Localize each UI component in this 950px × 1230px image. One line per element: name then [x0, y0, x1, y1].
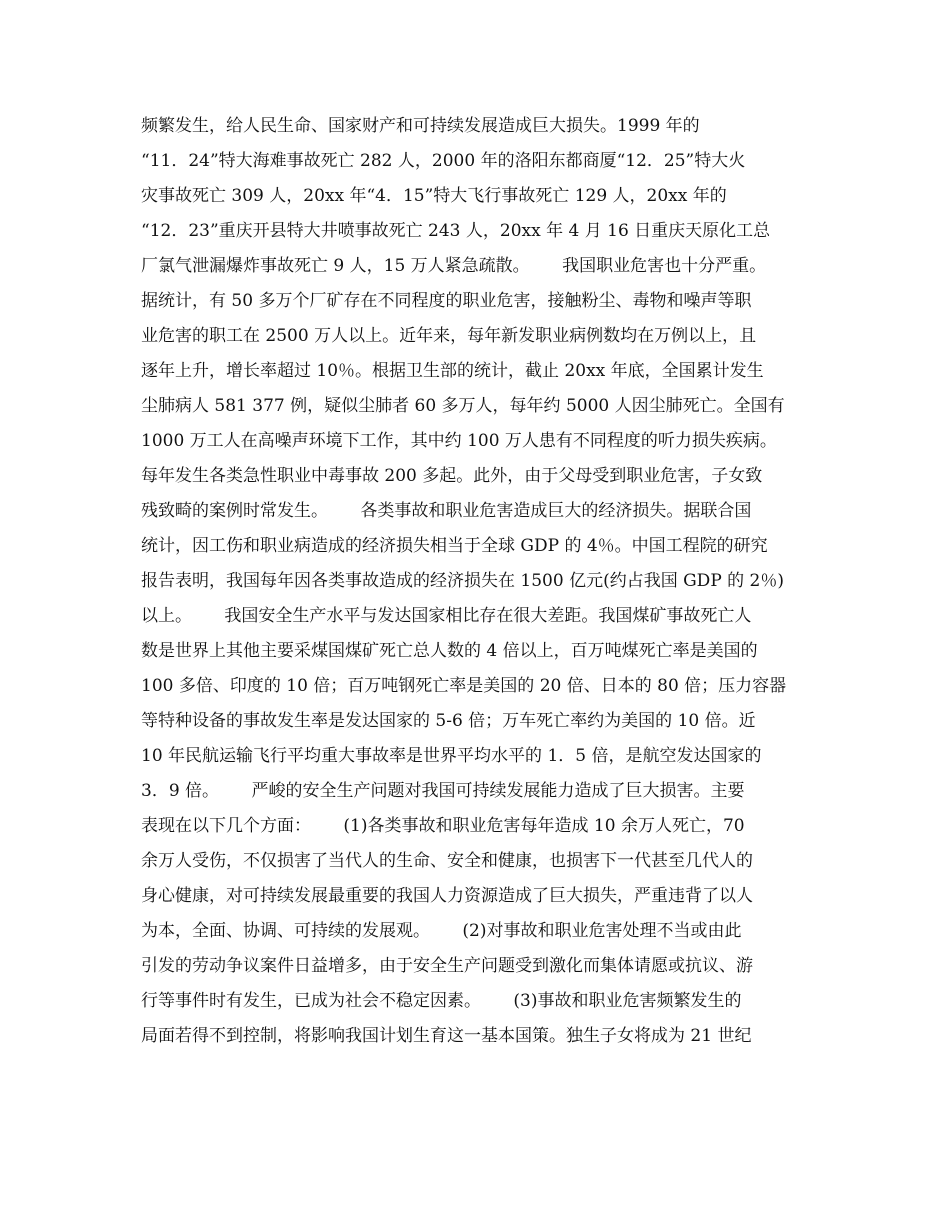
text-line: 引发的劳动争议案件日益增多，由于安全生产问题受到激化而集体请愿或抗议、游 [141, 956, 753, 976]
text-line: 残致畸的案例时常发生。 各类事故和职业危害造成巨大的经济损失。据联合国 [141, 501, 752, 521]
text-line: 每年发生各类急性职业中毒事故 200 多起。此外，由于父母受到职业危害，子女致 [141, 466, 763, 486]
text-line: 为本，全面、协调、可持续的发展观。 (2)对事故和职业危害处理不当或由此 [141, 921, 742, 941]
text-line: “11．24”特大海难事故死亡 282 人，2000 年的洛阳东都商厦“12．25”特大火 [141, 151, 746, 171]
text-line: 尘肺病人 581 377 例，疑似尘肺者 60 多万人，每年约 5000 人因尘肺死亡。全国有 [141, 396, 785, 416]
text-line: 据统计，有 50 多万个厂矿存在不同程度的职业危害，接触粉尘、毒物和噪声等职 [141, 291, 752, 311]
text-line: 频繁发生，给人民生命、国家财产和可持续发展造成巨大损失。1999 年的 [141, 116, 700, 136]
text-line: “12．23”重庆开县特大井喷事故死亡 243 人，20xx 年 4 月 16 日重庆天原化工总 [141, 221, 771, 241]
text-line: 数是世界上其他主要采煤国煤矿死亡总人数的 4 倍以上，百万吨煤死亡率是美国的 [141, 641, 758, 661]
text-line: 报告表明，我国每年因各类事故造成的经济损失在 1500 亿元(约占我国 GDP 的 2％) [141, 571, 785, 591]
text-line: 局面若得不到控制，将影响我国计划生育这一基本国策。独生子女将成为 21 世纪 [141, 1026, 752, 1046]
text-line: 10 年民航运输飞行平均重大事故率是世界平均水平的 1．5 倍，是航空发达国家的 [141, 746, 762, 766]
text-line: 1000 万工人在高噪声环境下工作，其中约 100 万人患有不同程度的听力损失疾病。 [141, 431, 777, 451]
text-line: 逐年上升，增长率超过 10％。根据卫生部的统计，截止 20xx 年底，全国累计发生 [141, 361, 764, 381]
text-line: 余万人受伤，不仅损害了当代人的生命、安全和健康，也损害下一代甚至几代人的 [141, 851, 753, 871]
text-line: 灾事故死亡 309 人，20xx 年“4．15”特大飞行事故死亡 129 人，20xx 年的 [141, 186, 727, 206]
text-line: 业危害的职工在 2500 万人以上。近年来，每年新发职业病例数均在万例以上，且 [141, 326, 757, 346]
text-line: 3．9 倍。 严峻的安全生产问题对我国可持续发展能力造成了巨大损害。主要 [141, 781, 745, 801]
text-line: 表现在以下几个方面： (1)各类事故和职业危害每年造成 10 余万人死亡，70 [141, 816, 745, 836]
text-line: 行等事件时有发生，已成为社会不稳定因素。 (3)事故和职业危害频繁发生的 [141, 991, 742, 1011]
text-line: 身心健康，对可持续发展最重要的我国人力资源造成了巨大损失，严重违背了以人 [141, 886, 753, 906]
text-line: 厂氯气泄漏爆炸事故死亡 9 人，15 万人紧急疏散。 我国职业危害也十分严重。 [141, 256, 767, 276]
text-line: 统计，因工伤和职业病造成的经济损失相当于全球 GDP 的 4％。中国工程院的研究 [141, 536, 768, 556]
text-line: 100 多倍、印度的 10 倍；百万吨钢死亡率是美国的 20 倍、日本的 80 倍；压力容器 [141, 676, 787, 696]
text-line: 等特种设备的事故发生率是发达国家的 5-6 倍；万车死亡率约为美国的 10 倍。近 [141, 711, 756, 731]
text-line: 以上。 我国安全生产水平与发达国家相比存在很大差距。我国煤矿事故死亡人 [141, 606, 752, 626]
